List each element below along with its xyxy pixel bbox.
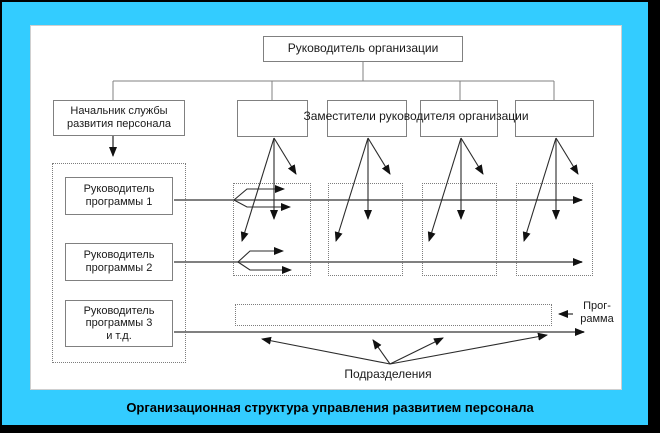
program-manager-3-line3: и т.д. bbox=[106, 329, 132, 342]
program-manager-2-line2: программы 2 bbox=[85, 262, 153, 274]
hr-development-chief-box bbox=[53, 100, 185, 136]
program-row-outline bbox=[235, 304, 552, 326]
deputies-label: Заместители руководителя организации bbox=[303, 109, 529, 123]
program-side-label-line2: рамма bbox=[580, 312, 614, 325]
unit-outline-1 bbox=[233, 183, 311, 276]
program-manager-1-line1: Руководитель bbox=[83, 183, 155, 196]
hr-chief-label-line1: Начальник службы bbox=[70, 105, 168, 118]
program-side-label bbox=[572, 300, 622, 325]
program-manager-3-line2: программы 3 bbox=[85, 317, 153, 330]
unit-outline-4 bbox=[516, 183, 593, 276]
head-of-organization-label: Руководитель организации bbox=[287, 41, 439, 56]
unit-outline-3 bbox=[422, 183, 497, 276]
unit-outline-2 bbox=[328, 183, 403, 276]
program-manager-3-line1: Руководитель bbox=[83, 304, 155, 317]
program-manager-1-line2: программы 1 bbox=[85, 196, 153, 208]
program-manager-1-box bbox=[65, 177, 173, 215]
subdivisions-label: Подразделения bbox=[344, 367, 432, 381]
hr-chief-label-line2: развития персонала bbox=[66, 118, 171, 130]
diagram-caption: Организационная структура управления развитием персонала bbox=[126, 400, 534, 415]
head-of-organization-box bbox=[263, 36, 463, 62]
program-manager-3-box bbox=[65, 300, 173, 347]
program-manager-2-line1: Руководитель bbox=[83, 249, 155, 262]
program-manager-2-box bbox=[65, 243, 173, 281]
program-side-label-line1: Прог- bbox=[583, 300, 611, 312]
